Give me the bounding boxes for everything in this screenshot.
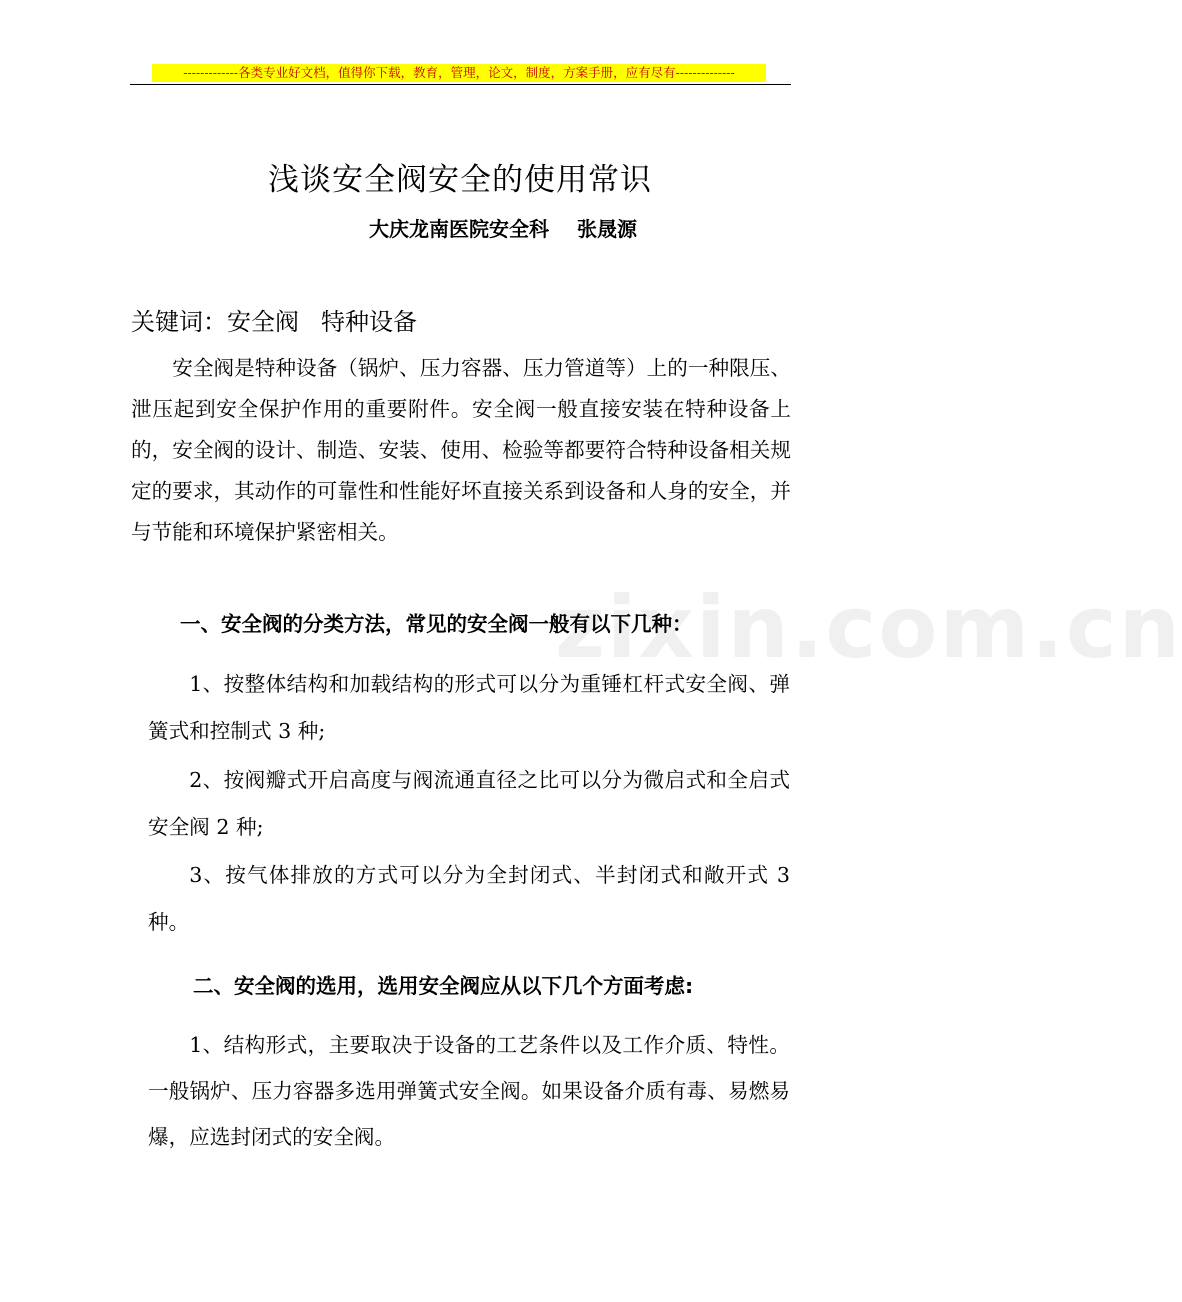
keywords-label: 关键词：安全阀: [131, 308, 299, 336]
author-organization: 大庆龙南医院安全科: [369, 217, 549, 241]
section-heading-selection: 二、安全阀的选用，选用安全阀应从以下几个方面考虑:: [193, 974, 694, 998]
classification-item-2: 2、按阀瓣式开启高度与阀流通直径之比可以分为微启式和全启式安全阀 2 种;: [148, 768, 790, 839]
header-rule: [130, 84, 791, 85]
classification-item-1: 1、按整体结构和加载结构的形式可以分为重锤杠杆式安全阀、弹簧式和控制式 3 种;: [148, 672, 790, 743]
keyword-special-equipment: 特种设备: [321, 308, 417, 336]
intro-paragraph: 安全阀是特种设备（锅炉、压力容器、压力管道等）上的一种限压、泄压起到安全保护作用的重要附件。安全阀一般直接安装在特种设备上的，安全阀的设计、制造、安装、使用、检验等都要符合特种设备相关规定的要求，其动作的可靠性和性能好坏直接关系到设备和人身的安全，并与节能和环境保护紧密相关。: [131, 356, 791, 544]
author-line: [369, 214, 637, 244]
section-heading-classification: 一、安全阀的分类方法，常见的安全阀一般有以下几种：: [180, 612, 693, 636]
author-name: 张晟源: [577, 217, 637, 241]
site-watermark: zixin.com.cn: [555, 578, 1182, 678]
document-title: 浅谈安全阀安全的使用常识: [268, 162, 652, 198]
classification-item-3: 3、按气体排放的方式可以分为全封闭式、半封闭式和敞开式 3 种。: [148, 863, 790, 934]
selection-item-1: 1、结构形式，主要取决于设备的工艺条件以及工作介质、特性。一般锅炉、压力容器多选用弹簧式安全阀。如果设备介质有毒、易燃易爆，应选封闭式的安全阀。: [148, 1033, 790, 1149]
promo-banner: -------------各类专业好文档，值得你下载，教育，管理，论文，制度，方案手册，应有尽有--------------: [152, 64, 766, 82]
keywords-line: [131, 304, 417, 340]
